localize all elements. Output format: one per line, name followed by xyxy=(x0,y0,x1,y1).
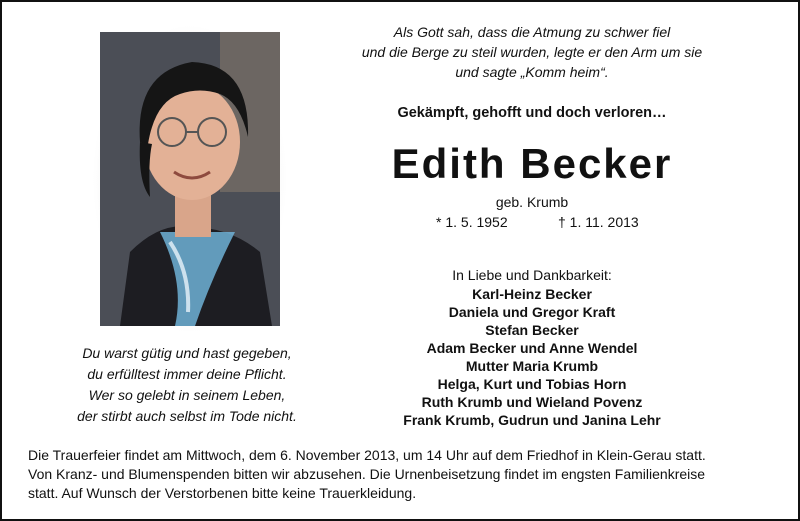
memorial-verse xyxy=(42,343,332,427)
death-date: † 1. 11. 2013 xyxy=(558,214,639,230)
funeral-details xyxy=(28,446,788,503)
opening-verse xyxy=(332,22,732,82)
verse-line: Du warst gütig und hast gegeben, xyxy=(82,345,292,361)
deceased-name: Edith Becker xyxy=(391,140,673,187)
mourner: Ruth Krumb und Wieland Povenz xyxy=(421,394,643,410)
mourner: Stefan Becker xyxy=(485,322,579,338)
life-dates xyxy=(332,214,732,234)
maiden-name: geb. Krumb xyxy=(495,194,569,210)
funeral-details-line: statt. Auf Wunsch der Verstorbenen bitte keine Trauerkleidung. xyxy=(28,485,417,501)
funeral-details-line: Die Trauerfeier findet am Mittwoch, dem 6. November 2013, um 14 Uhr auf dem Friedhof in Klein-Gerau statt. xyxy=(28,447,706,463)
portrait-illustration xyxy=(100,32,280,326)
verse-line: du erfülltest immer deine Pflicht. xyxy=(87,366,287,382)
mourner: Helga, Kurt und Tobias Horn xyxy=(437,376,627,392)
mourner: Daniela und Gregor Kraft xyxy=(448,304,616,320)
verse-line: Wer so gelebt in seinem Leben, xyxy=(88,387,286,403)
mourner: Karl-Heinz Becker xyxy=(472,286,592,302)
mourners-list xyxy=(332,266,732,429)
funeral-details-line: Von Kranz- und Blumenspenden bitten wir abzusehen. Die Urnenbeisetzung findet im engsten Familienkreise xyxy=(28,466,706,482)
verse-line: Als Gott sah, dass die Atmung zu schwer fiel xyxy=(393,24,671,40)
verse-line: und die Berge zu steil wurden, legte er den Arm um sie xyxy=(361,44,703,60)
verse-line: und sagte „Komm heim“. xyxy=(455,64,609,80)
motto: Gekämpft, gehofft und doch verloren… xyxy=(397,105,667,121)
mourner: Adam Becker und Anne Wendel xyxy=(426,340,638,356)
verse-line: der stirbt auch selbst im Tode nicht. xyxy=(77,408,297,424)
mourner: Frank Krumb, Gudrun und Janina Lehr xyxy=(403,412,661,428)
mourners-intro: In Liebe und Dankbarkeit: xyxy=(452,267,612,283)
portrait-photo xyxy=(100,32,280,326)
birth-date: * 1. 5. 1952 xyxy=(436,214,508,230)
mourner: Mutter Maria Krumb xyxy=(465,358,599,374)
portrait-photo-frame xyxy=(92,24,288,334)
